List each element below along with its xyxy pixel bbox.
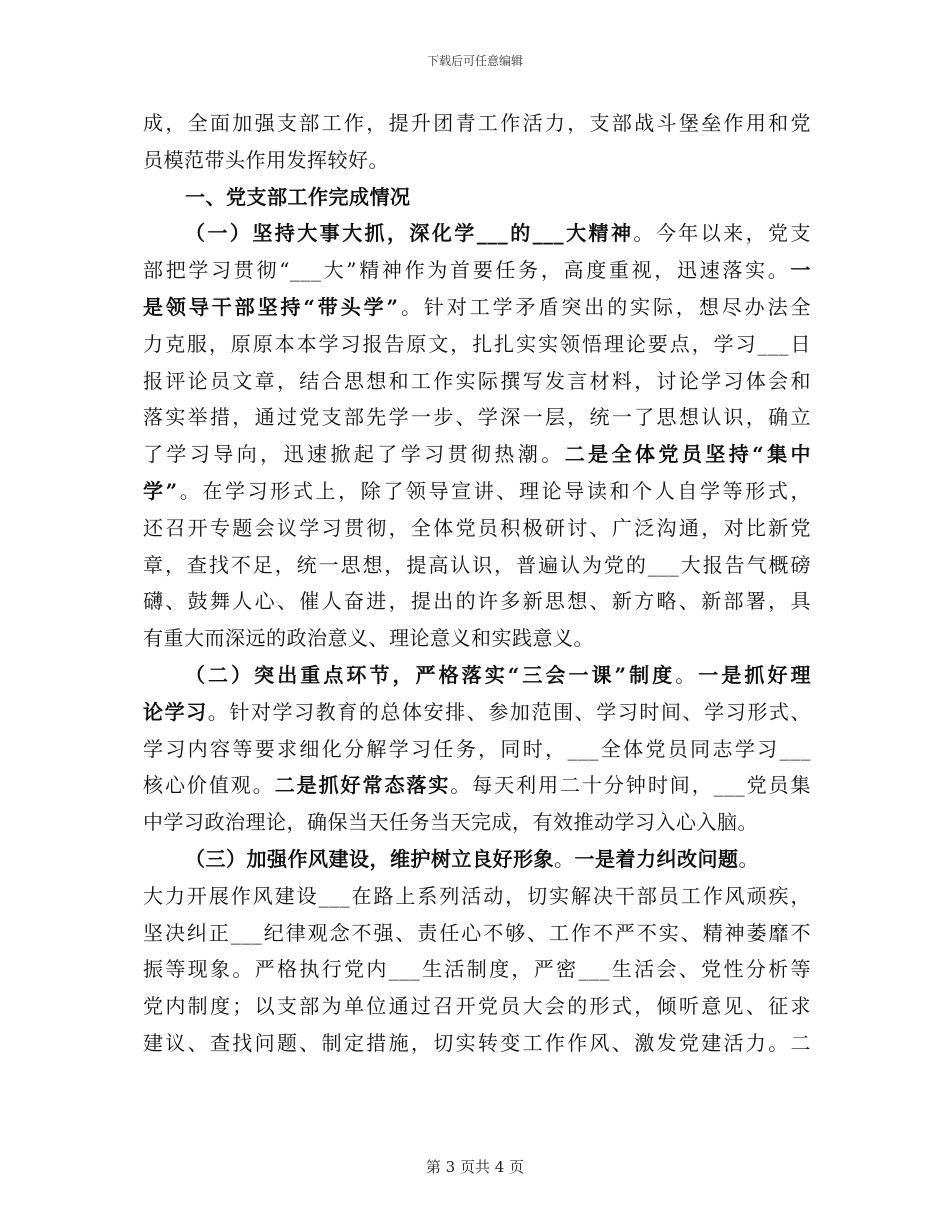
body-text: 员模范带头作用发挥较好。 (143, 147, 389, 172)
page-footer: 第 3 页共 4 页 (425, 1158, 525, 1176)
bold-text: 学” (143, 478, 178, 503)
body-text: 力克服，原原本本学习报告原文，扎扎实实领悟理论要点，学习___日 (143, 331, 811, 356)
text-line (143, 804, 811, 841)
body-text: 核心价值观。 (143, 773, 275, 798)
bold-text: （二）突出重点环节，严格落实“三会一课”制度 (185, 662, 676, 687)
text-line (143, 142, 811, 179)
text-line (143, 841, 811, 878)
body-text: 成，全面加强支部工作，提升团青工作活力，支部战斗堡垒作用和党 (143, 111, 811, 135)
text-line (143, 1025, 811, 1062)
text-line (143, 179, 811, 216)
body-text: 。每天利用二十分钟时间，___党员集 (450, 773, 812, 798)
text-line (143, 767, 811, 804)
body-text: 振等现象。严格执行党内___生活制度，严密___生活会、党性分析等 (143, 957, 811, 982)
body-text: 建议、查找问题、制定措施，切实转变工作作风、激发党建活力。二 (143, 1030, 811, 1055)
body-text: 坚决纠正___纪律观念不强、责任心不够、工作不严不实、精神萎靡不 (143, 920, 811, 945)
text-line (143, 399, 811, 436)
text-line (143, 878, 811, 915)
text-line (143, 436, 811, 473)
text-line (143, 510, 811, 547)
text-line (143, 252, 811, 289)
body-text: 了学习导向，迅速掀起了学习贯彻热潮。 (143, 442, 565, 467)
body-text: 。针对学习教育的总体安排、参加范围、学习时间、学习形式、 (207, 699, 811, 724)
body-text: 。针对工学矛盾突出的实际，想尽办法全 (398, 294, 812, 319)
text-line (143, 105, 811, 142)
bold-text: （一）坚持大事大抓，深化学___的___大精神 (185, 221, 634, 246)
text-line (143, 547, 811, 584)
text-line (143, 915, 811, 952)
bold-text: 论学习 (143, 699, 208, 724)
bold-text: （三）加强作风建设，维护树立良好形象 (185, 846, 554, 871)
document-body (143, 105, 811, 1062)
body-text: 党内制度；以支部为单位通过召开党员大会的形式，倾听意见、征求 (143, 994, 811, 1019)
body-text: 。今年以来，党支 (633, 221, 812, 246)
text-line (143, 473, 811, 510)
text-line (143, 620, 811, 657)
body-text: 落实举措，通过党支部先学一步、学深一层，统一了思想认识，确立 (143, 405, 811, 430)
body-text: 部把学习贯彻“___大”精神作为首要任务，高度重视，迅速落实。 (143, 258, 791, 283)
body-text: 。 (738, 846, 759, 871)
body-text: 还召开专题会议学习贯彻，全体党员积极研讨、广泛沟通，对比新党 (143, 515, 811, 540)
text-line (143, 363, 811, 400)
text-line (143, 951, 811, 988)
text-line (143, 583, 811, 620)
bold-text: 一、党支部工作完成情况 (185, 184, 411, 209)
bold-text: 是领导干部坚持“带头学” (143, 294, 399, 319)
body-text: 大力开展作风建设___在路上系列活动，切实解决干部员工作风顽疾， (143, 883, 811, 908)
body-text: 。在学习形式上，除了领导宣讲、理论导读和个人自学等形式， (177, 478, 811, 503)
text-line (143, 988, 811, 1025)
body-text: 章，查找不足，统一思想，提高认识，普遍认为党的___大报告气概磅 (143, 552, 811, 577)
bold-text: 二是全体党员坚持“集中 (564, 442, 812, 467)
bold-text: 二是抓好常态落实 (274, 773, 451, 798)
body-text: 有重大而深远的政治意义、理论意义和实践意义。 (143, 626, 594, 651)
body-text: 报评论员文章，结合思想和工作实际撰写发言材料，讨论学习体会和 (143, 368, 811, 393)
text-line (143, 326, 811, 363)
body-text: 。 (675, 662, 699, 687)
bold-text: 一 (790, 258, 811, 283)
bold-text: 一是着力纠改问题 (574, 846, 739, 871)
text-line (143, 215, 811, 252)
bold-text: 一是抓好理 (698, 662, 812, 687)
text-line (143, 289, 811, 326)
page-header: 下载后可任意编辑 (426, 54, 523, 68)
body-text: 。 (554, 846, 575, 871)
text-line (143, 694, 811, 731)
body-text: 学习内容等要求细化分解学习任务，同时，___全体党员同志学习___ (143, 736, 811, 761)
text-line (143, 731, 811, 768)
body-text: 中学习政治理论，确保当天任务当天完成，有效推动学习入心入脑。 (143, 810, 758, 835)
text-line (143, 657, 811, 694)
body-text: 礴、鼓舞人心、催人奋进，提出的许多新思想、新方略、新部署，具 (143, 589, 811, 614)
